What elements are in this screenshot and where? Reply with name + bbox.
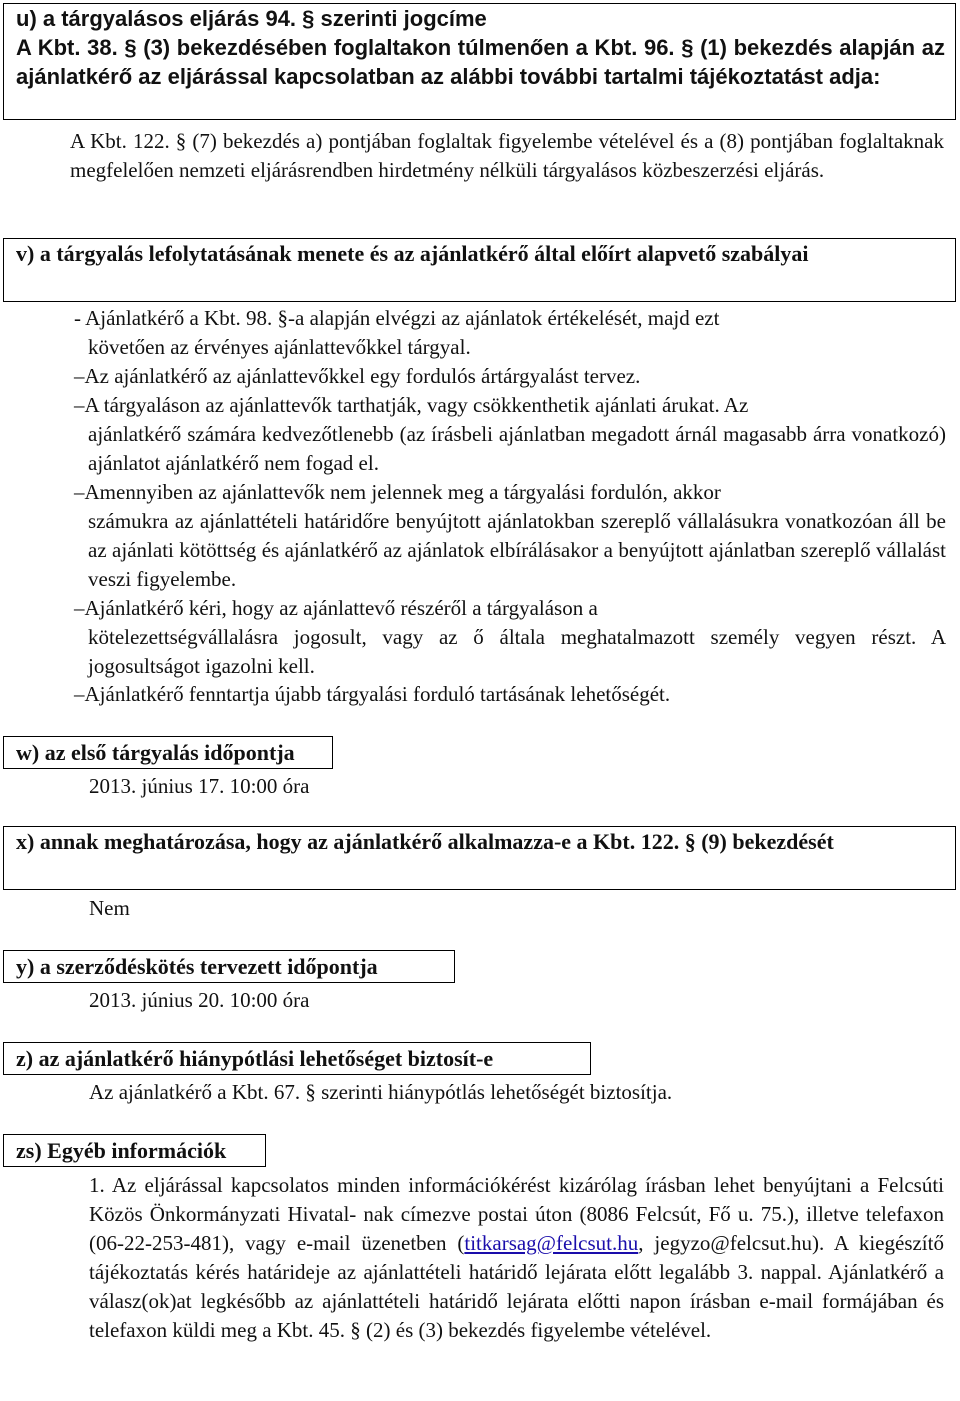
list-item: [74, 680, 946, 709]
email-link[interactable]: titkarsag@felcsut.hu: [464, 1231, 639, 1255]
section-u-intro: A Kbt. 38. § (3) bekezdésében foglaltakon túlmenően a Kbt. 96. § (1) bekezdés alapján az ajánlatkérő az eljárással kapcsolatban az alábbi további tartalmi tájékoztatást adja:: [16, 35, 945, 89]
section-x-value: Nem: [89, 896, 130, 920]
list-item-first-line: –Az ajánlatkérő az ajánlattevőkkel egy fordulós ártárgyalást tervez.: [74, 364, 641, 388]
section-zs-text-before-link: 1. Az eljárással kapcsolatos minden információkérést kizárólag írásban lehet benyújtani a Felcsúti Közös Önkormányzati Hivatal- nak címezve postai úton (8086 Felcsút, Fő u. 75.), illetve telefaxon (06-22-253-481), vagy e-mail üzenetben (: [89, 1173, 944, 1255]
section-zs-heading: zs) Egyéb információk: [16, 1138, 227, 1163]
list-item-continuation: ajánlatkérő számára kedvezőtlenebb (az írásbeli ajánlatban megadott árnál magasabb árra vonatkozó) ajánlatot ajánlatkérő nem fogad el.: [88, 422, 946, 475]
section-v-heading-box: [3, 238, 956, 302]
section-z-heading-box: [3, 1042, 591, 1075]
list-item-continuation: kötelezettségvállalásra jogosult, vagy az ő általa meghatalmazott személy vegyen részt. A jogosultságot igazolni kell.: [88, 625, 946, 678]
section-v-heading: v) a tárgyalás lefolytatásának menete és az ajánlatkérő által előírt alapvető szabályai: [16, 241, 809, 266]
list-item-first-line: –A tárgyaláson az ajánlattevők tarthatják, vagy csökkenthetik ajánlati árukat. Az: [74, 393, 749, 417]
section-y-value: 2013. június 20. 10:00 óra: [89, 988, 310, 1012]
section-zs-text-after-link: , jegyzo@felcsut.hu). A kiegészítő tájékoztatás kérés határideje az ajánlattételi határidő lejárata előtt legalább 3. nappal. Ajánlatkérő a válasz(ok)at legkésőbb az ajánlattételi határidő lejárata előtti napon írásban e-mail formájában és telefaxon küldi meg a Kbt. 45. § (2) és (3) bekezdés figyelembe vételével.: [89, 1231, 944, 1342]
list-item-continuation: követően az érvényes ajánlattevőkkel tárgyal.: [88, 335, 471, 359]
list-item: [74, 362, 946, 391]
section-y-heading: y) a szerződéskötés tervezett időpontja: [16, 954, 378, 979]
section-zs-body: [89, 1171, 944, 1345]
list-item-first-line: –Amennyiben az ajánlattevők nem jelennek meg a tárgyalási fordulón, akkor: [74, 480, 721, 504]
section-y-heading-box: [3, 950, 455, 983]
section-w-heading-box: [3, 736, 333, 769]
list-item: [74, 391, 946, 478]
section-u-body: A Kbt. 122. § (7) bekezdés a) pontjában foglaltak figyelembe vételével és a (8) pontjában foglaltaknak megfelelően nemzeti eljárásrendben hirdetmény nélküli tárgyalásos közbeszerzési eljárás.: [70, 129, 944, 182]
section-u-title: u) a tárgyalásos eljárás 94. § szerinti jogcíme: [16, 6, 487, 31]
section-zs-heading-box: [3, 1134, 266, 1167]
section-z-value: Az ajánlatkérő a Kbt. 67. § szerinti hiánypótlás lehetőségét biztosítja.: [89, 1080, 673, 1104]
section-x-heading-box: [3, 826, 956, 890]
list-item: [74, 478, 946, 594]
list-item-first-line: –Ajánlatkérő fenntartja újabb tárgyalási forduló tartásának lehetőségét.: [74, 682, 671, 706]
section-z-heading: z) az ajánlatkérő hiánypótlási lehetőséget biztosít-e: [16, 1046, 494, 1071]
section-w-value: 2013. június 17. 10:00 óra: [89, 774, 310, 798]
section-w-heading: w) az első tárgyalás időpontja: [16, 740, 295, 765]
list-item: [74, 304, 946, 362]
section-u-heading-box: [3, 3, 956, 120]
list-item-continuation: számukra az ajánlattételi határidőre benyújtott ajánlatokban szereplő vállalásukra vonatkozóan áll be az ajánlati kötöttség és ajánlatkérő az ajánlatok elbírálásakor a benyújtott ajánlatban szereplő vállalást veszi figyelembe.: [88, 509, 946, 591]
list-item-first-line: - Ajánlatkérő a Kbt. 98. §-a alapján elvégzi az ajánlatok értékelését, majd ezt: [74, 306, 720, 330]
section-x-heading: x) annak meghatározása, hogy az ajánlatkérő alkalmazza-e a Kbt. 122. § (9) bekezdését: [16, 829, 834, 854]
list-item: [74, 594, 946, 681]
list-item-first-line: –Ajánlatkérő kéri, hogy az ajánlattevő részéről a tárgyaláson a: [74, 596, 598, 620]
